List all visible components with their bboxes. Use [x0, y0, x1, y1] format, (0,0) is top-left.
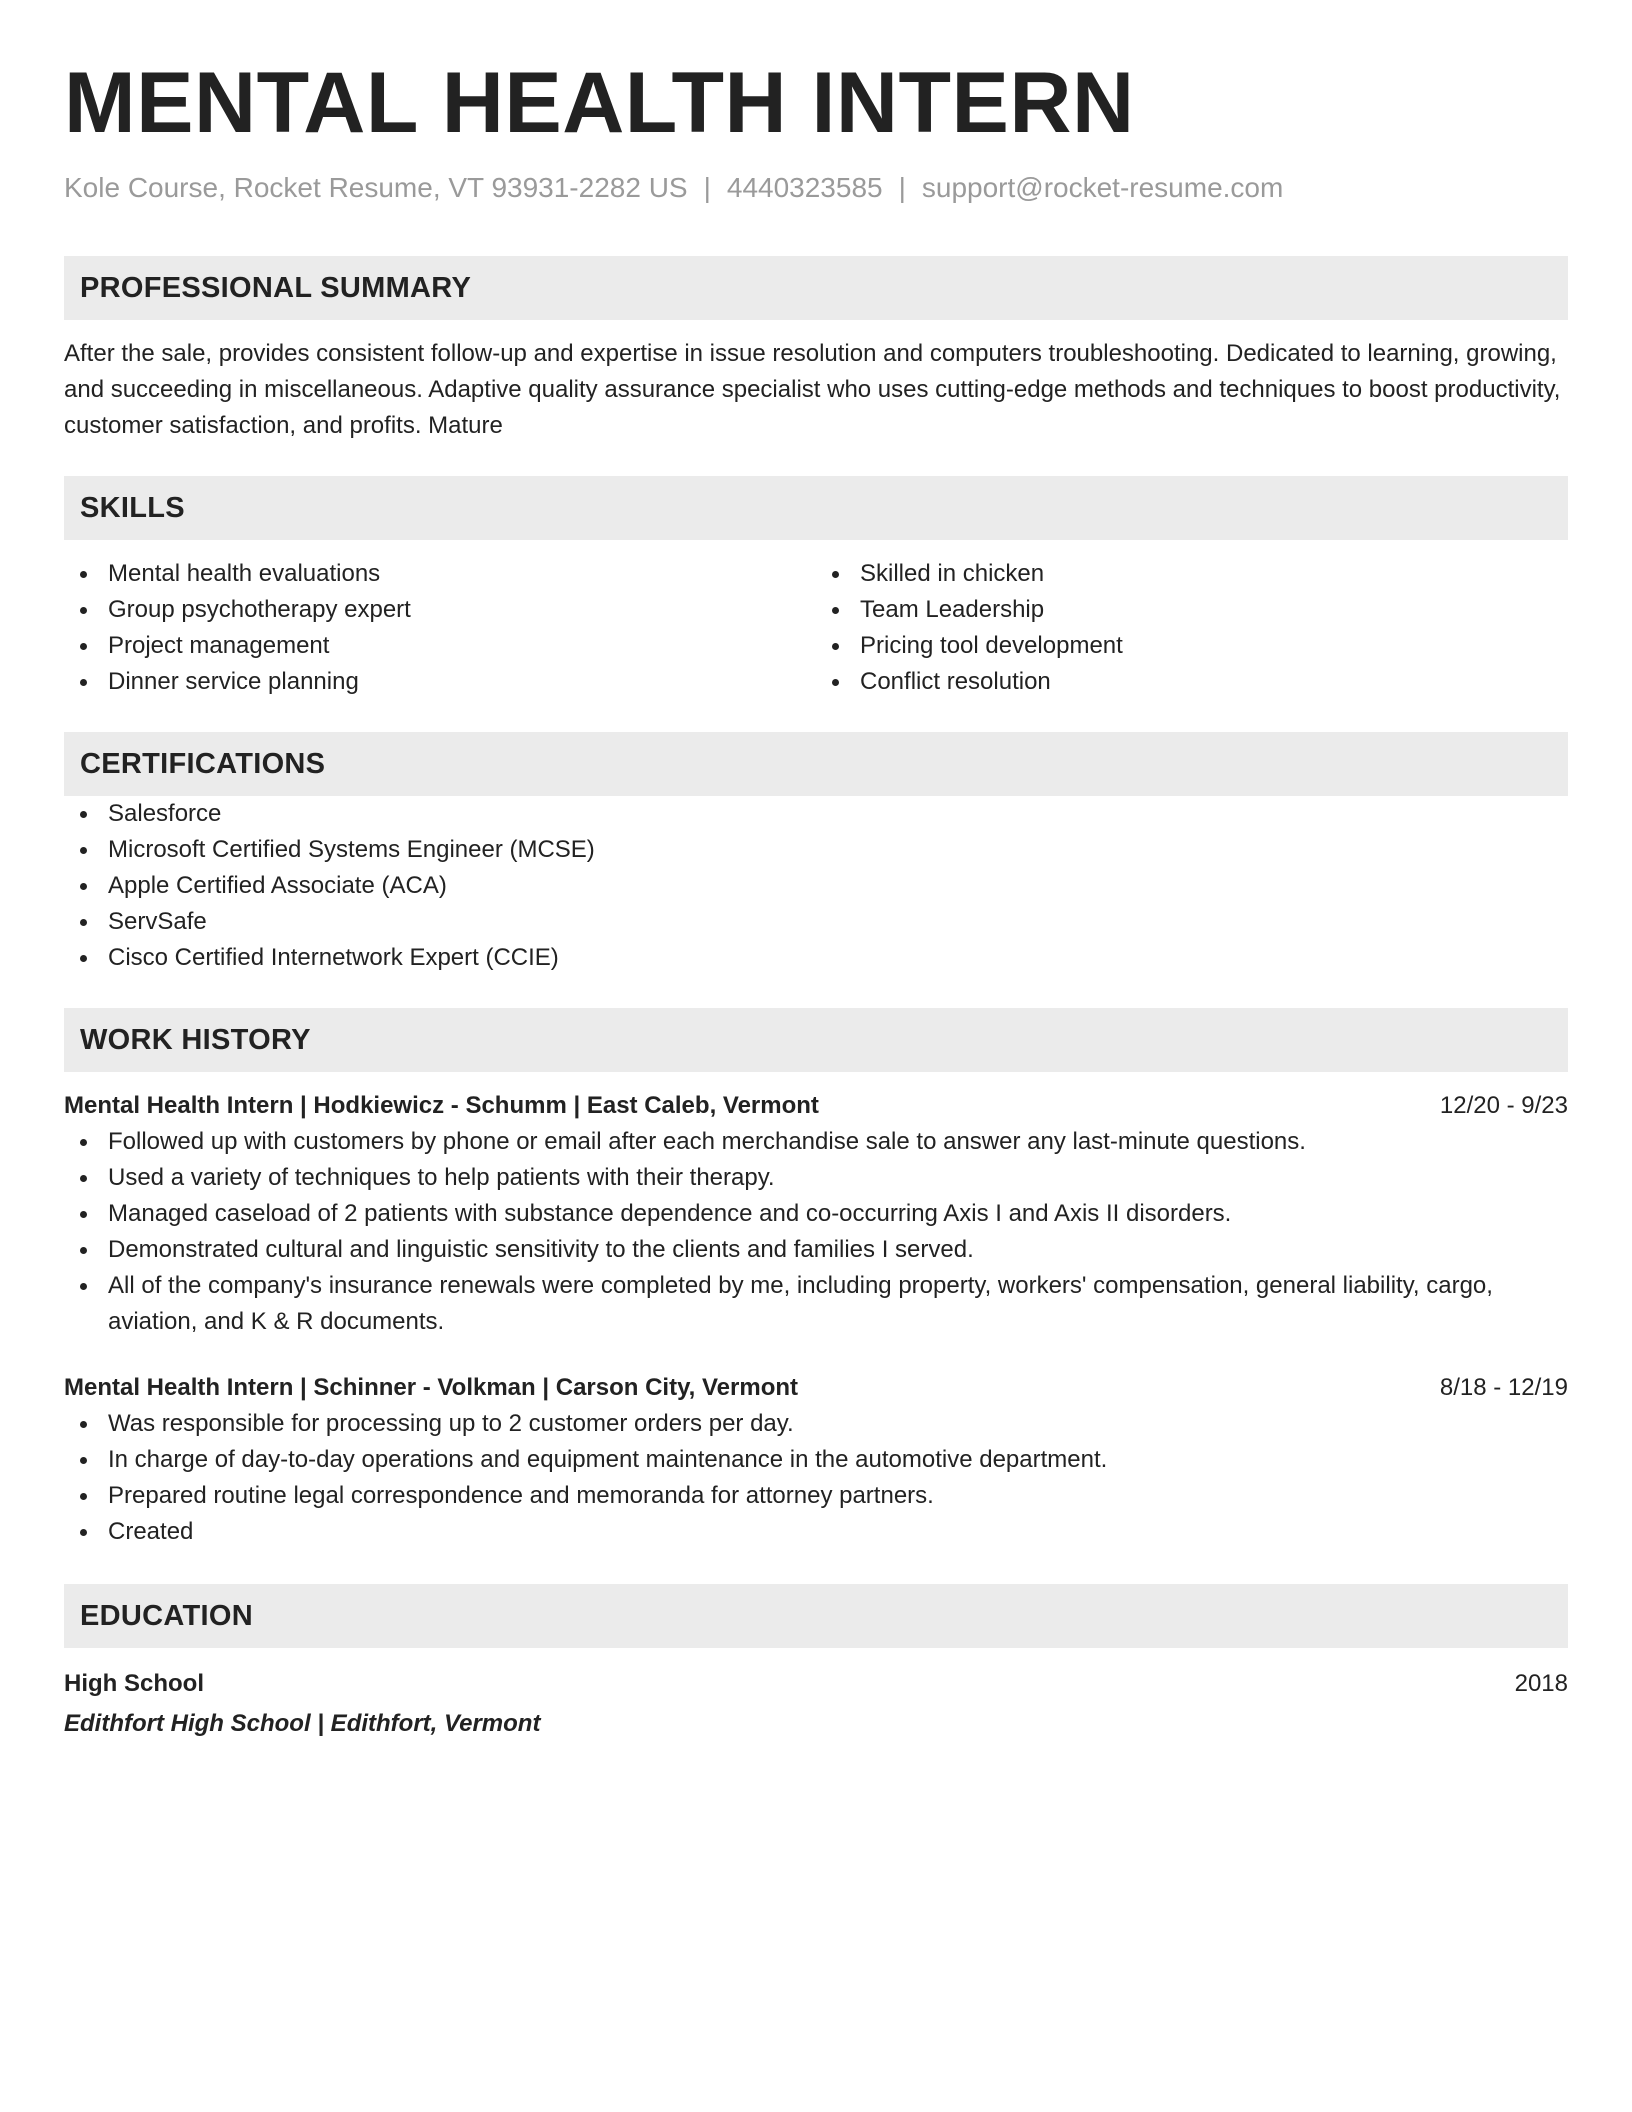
skill-item: Project management: [64, 628, 816, 664]
job-bullet-list: [64, 1124, 1568, 1340]
certifications-list: [64, 796, 1568, 976]
section-heading-skills: SKILLS: [64, 476, 1568, 540]
section-heading-work-history: WORK HISTORY: [64, 1008, 1568, 1072]
skill-item: Skilled in chicken: [816, 556, 1568, 592]
contact-phone: 4440323585: [726, 172, 883, 203]
skill-item: Mental health evaluations: [64, 556, 816, 592]
job-bullet-list: [64, 1406, 1568, 1550]
certification-item: ServSafe: [64, 904, 1568, 940]
contact-separator: |: [703, 172, 711, 203]
skills-right-column: [816, 556, 1568, 700]
summary-text: After the sale, provides consistent follow-up and expertise in issue resolution and computers troubleshooting. Dedicated to learning, growing, and succeeding in miscellaneous. Adaptive quality assurance specialist who uses cutting-edge methods and techniques to boost productivity, customer satisfaction, and profits. Mature: [64, 340, 1561, 439]
skills-grid: [64, 556, 1568, 700]
contact-separator: |: [898, 172, 906, 203]
section-heading-summary: PROFESSIONAL SUMMARY: [64, 256, 1568, 320]
education-year: 2018: [1514, 1670, 1568, 1697]
skill-item: Dinner service planning: [64, 664, 816, 700]
job-title: Mental Health Intern | Hodkiewicz - Schumm | East Caleb, Vermont: [64, 1092, 819, 1119]
job-dates: 8/18 - 12/19: [1439, 1374, 1568, 1401]
skill-item: Pricing tool development: [816, 628, 1568, 664]
certification-item: Cisco Certified Internetwork Expert (CCIE): [64, 940, 1568, 976]
education-header: [64, 1666, 1568, 1702]
job-entry: [64, 1088, 1568, 1340]
job-bullet: All of the company's insurance renewals were completed by me, including property, workers' compensation, general liability, cargo, aviation, and K & R documents.: [64, 1268, 1568, 1340]
candidate-name: MENTAL HEALTH INTERN: [64, 55, 1135, 151]
skill-item: Group psychotherapy expert: [64, 592, 816, 628]
job-entry: [64, 1370, 1568, 1550]
contact-line: [64, 170, 1568, 206]
job-bullet: Prepared routine legal correspondence and memoranda for attorney partners.: [64, 1478, 1568, 1514]
education-entry: [64, 1666, 1568, 1742]
job-header: [64, 1370, 1568, 1406]
certification-item: Salesforce: [64, 796, 1568, 832]
education-school: Edithfort High School | Edithfort, Vermont: [64, 1710, 541, 1737]
skill-item: Team Leadership: [816, 592, 1568, 628]
section-heading-education: EDUCATION: [64, 1584, 1568, 1648]
job-bullet: Followed up with customers by phone or email after each merchandise sale to answer any last-minute questions.: [64, 1124, 1568, 1160]
section-heading-certifications: CERTIFICATIONS: [64, 732, 1568, 796]
certification-item: Apple Certified Associate (ACA): [64, 868, 1568, 904]
skills-left-column: [64, 556, 816, 700]
job-bullet: Managed caseload of 2 patients with substance dependence and co-occurring Axis I and Axis II disorders.: [64, 1196, 1568, 1232]
job-bullet: Used a variety of techniques to help patients with their therapy.: [64, 1160, 1568, 1196]
contact-email: support@rocket-resume.com: [921, 172, 1284, 203]
job-header: [64, 1088, 1568, 1124]
skill-item: Conflict resolution: [816, 664, 1568, 700]
job-bullet: Was responsible for processing up to 2 customer orders per day.: [64, 1406, 1568, 1442]
job-bullet: Created: [64, 1514, 1568, 1550]
job-title: Mental Health Intern | Schinner - Volkman | Carson City, Vermont: [64, 1374, 799, 1401]
education-degree: High School: [64, 1670, 204, 1697]
job-dates: 12/20 - 9/23: [1439, 1092, 1568, 1119]
contact-address: Kole Course, Rocket Resume, VT 93931-2282 US: [64, 172, 688, 203]
job-bullet: In charge of day-to-day operations and equipment maintenance in the automotive department.: [64, 1442, 1568, 1478]
job-bullet: Demonstrated cultural and linguistic sensitivity to the clients and families I served.: [64, 1232, 1568, 1268]
certification-item: Microsoft Certified Systems Engineer (MCSE): [64, 832, 1568, 868]
